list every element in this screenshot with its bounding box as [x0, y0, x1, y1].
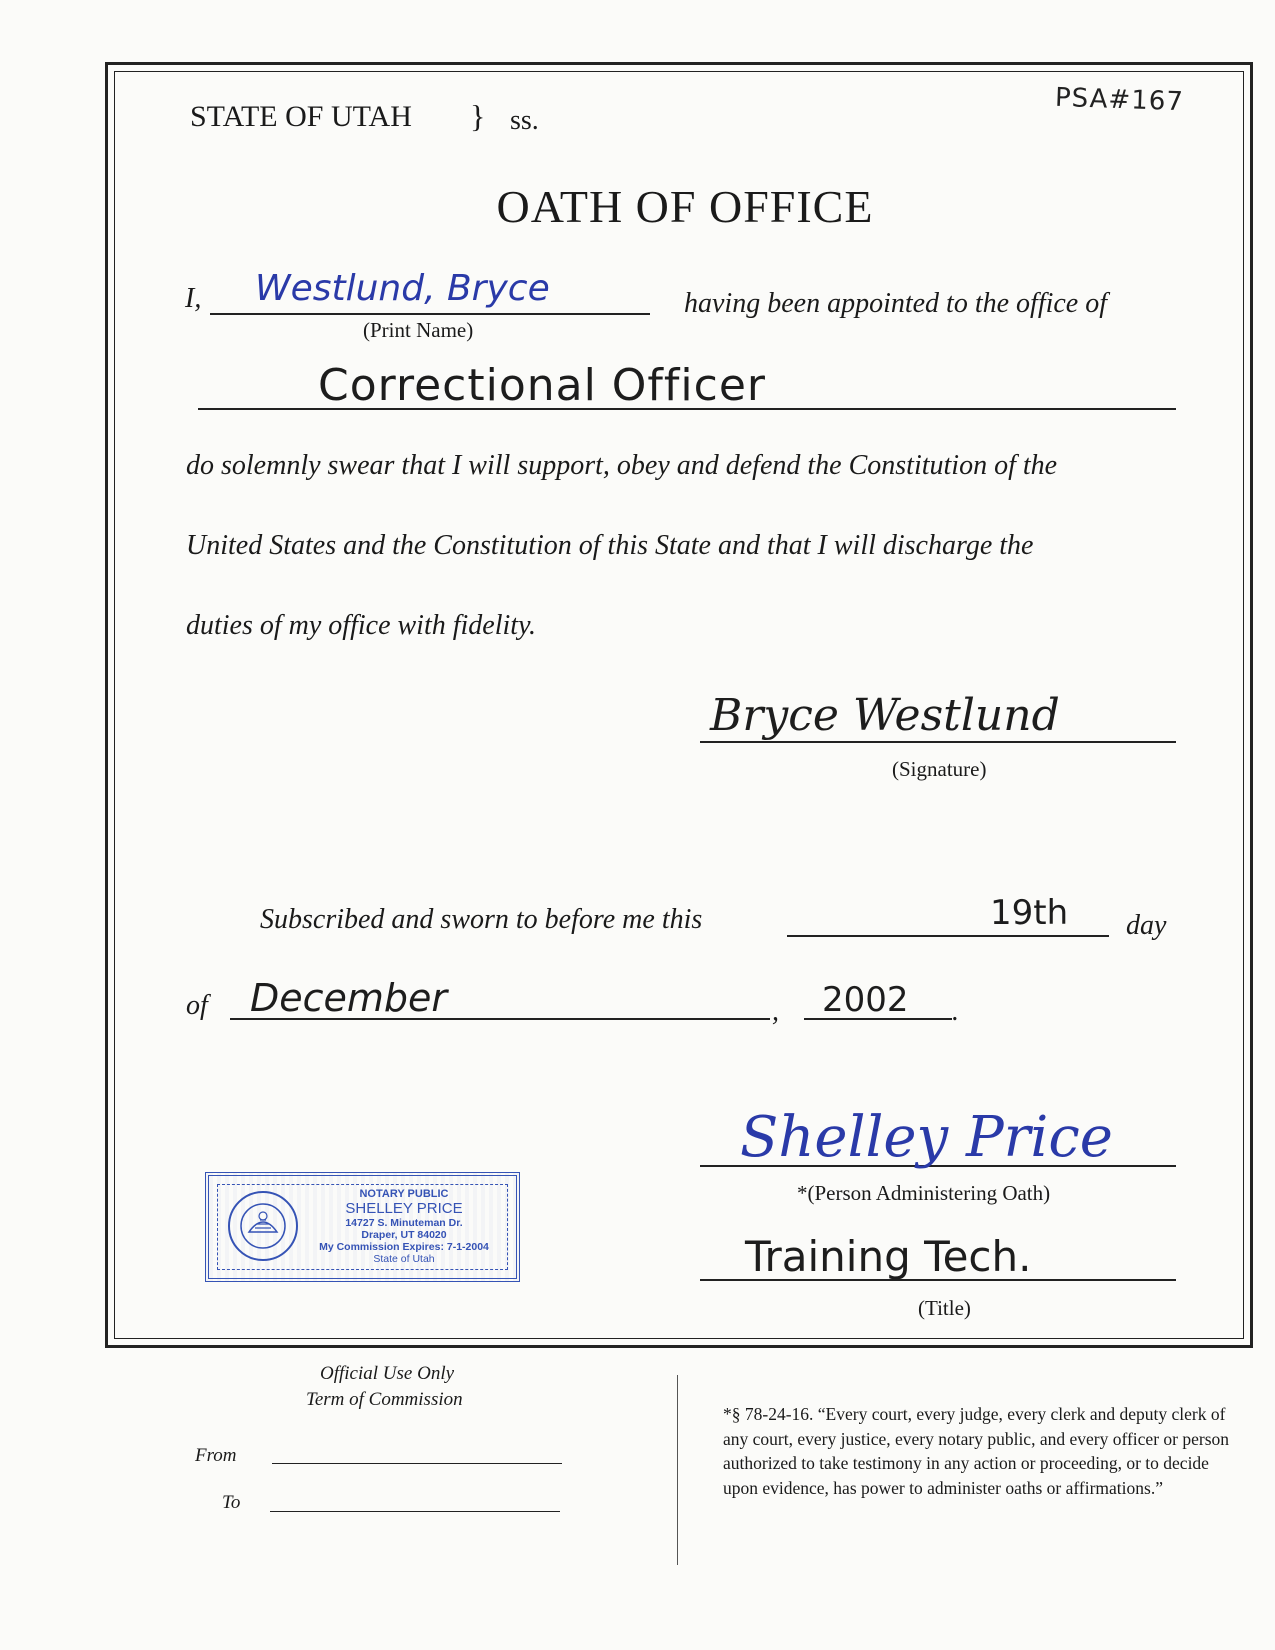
- print-name-caption: (Print Name): [363, 318, 474, 342]
- from-label: From: [195, 1445, 237, 1466]
- state-seal-icon: [227, 1190, 299, 1262]
- stamp-line-4: Draper, UT 84020: [361, 1229, 447, 1241]
- ss-abbreviation: ss.: [510, 105, 539, 136]
- document-title: OATH OF OFFICE: [496, 181, 874, 232]
- signature-value: Bryce Westlund: [710, 690, 1060, 741]
- stamp-text-block: [304, 1188, 504, 1265]
- statute-footnote: *§ 78-24-16. “Every court, every judge, every clerk and deputy clerk of any court, every justice, every notary public, and every officer or person authorized to take testimony in any action or proceeding, or to decide upon evidence, has power to administer oaths or affirmations.”: [723, 1404, 1230, 1498]
- year-value: 2002: [822, 980, 909, 1020]
- sworn-text: Subscribed and sworn to before me this: [260, 904, 703, 935]
- stamp-line-6: State of Utah: [373, 1253, 435, 1265]
- to-label: To: [222, 1492, 241, 1513]
- to-field: [270, 1511, 560, 1512]
- name-underline: [210, 313, 650, 315]
- name-prefix: I,: [185, 283, 202, 314]
- year-period: .: [952, 996, 959, 1027]
- day-label: day: [1126, 910, 1167, 941]
- day-underline: [787, 935, 1109, 937]
- oath-text-line-1: do solemnly swear that I will support, obey and defend the Constitution of the: [186, 450, 1058, 481]
- footer-divider: [677, 1375, 678, 1565]
- administrator-signature: Shelley Price: [740, 1105, 1113, 1170]
- of-label: of: [186, 990, 208, 1021]
- state-brace: }: [470, 98, 486, 134]
- stamp-line-5: My Commission Expires: 7-1-2004: [319, 1241, 489, 1253]
- state-heading: STATE OF UTAH: [190, 100, 412, 133]
- official-use-heading: Official Use Only: [320, 1363, 455, 1384]
- stamp-line-2: SHELLEY PRICE: [345, 1200, 463, 1217]
- administrator-caption: *(Person Administering Oath): [797, 1181, 1051, 1205]
- print-name-value: Westlund, Bryce: [255, 268, 550, 309]
- oath-text-line-3: duties of my office with fidelity.: [186, 610, 536, 641]
- signature-underline: [700, 741, 1176, 743]
- signature-caption: (Signature): [892, 757, 987, 781]
- appointed-text: having been appointed to the office of: [684, 288, 1108, 319]
- month-value: December: [250, 976, 448, 1020]
- stamp-line-1: NOTARY PUBLIC: [359, 1188, 449, 1200]
- title-caption: (Title): [918, 1296, 971, 1320]
- day-value: 19th: [990, 893, 1069, 933]
- psa-number: PSA#167: [1054, 82, 1185, 118]
- from-field: [272, 1463, 562, 1464]
- title-value: Training Tech.: [745, 1232, 1032, 1281]
- month-comma: ,: [772, 996, 779, 1027]
- office-value: Correctional Officer: [318, 360, 766, 411]
- term-of-commission-heading: Term of Commission: [306, 1389, 463, 1410]
- notary-stamp: [205, 1172, 520, 1282]
- stamp-line-3: 14727 S. Minuteman Dr.: [345, 1217, 463, 1229]
- oath-text-line-2: United States and the Constitution of this State and that I will discharge the: [186, 530, 1034, 561]
